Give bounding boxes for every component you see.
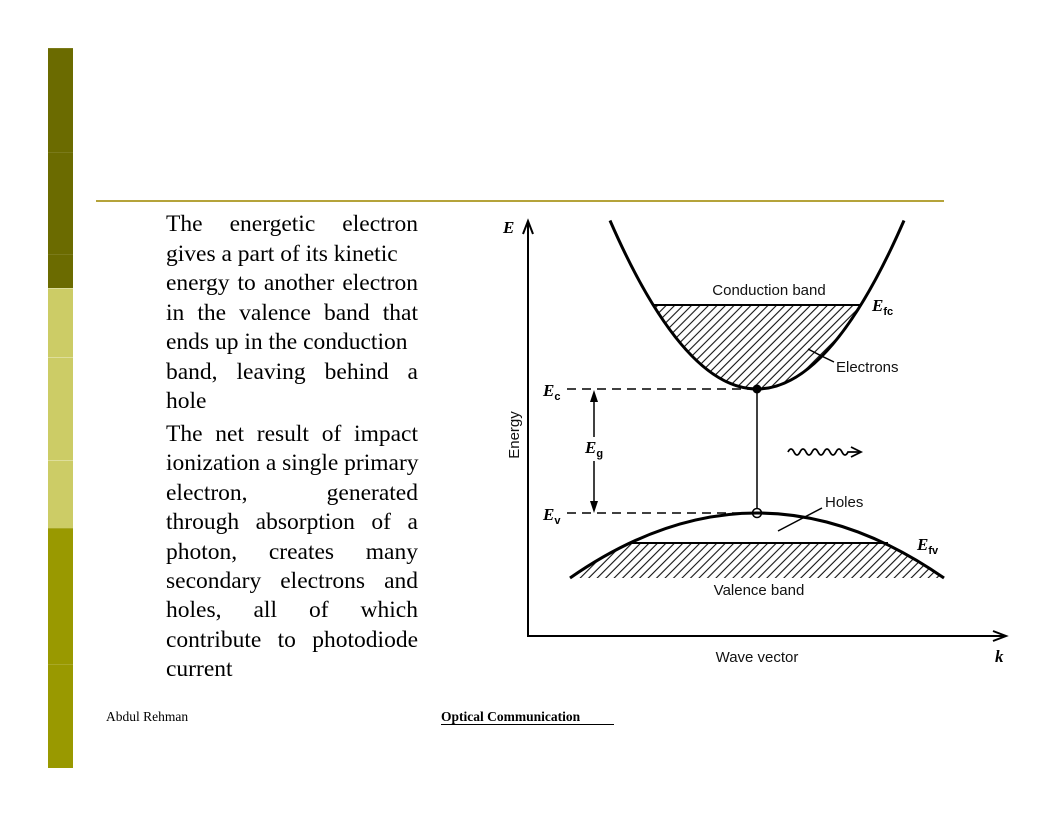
energy-axis-label: Energy xyxy=(506,411,523,459)
body-paragraph xyxy=(166,210,418,417)
body-line: ends up in the conduction xyxy=(166,329,408,355)
sidebar-segment xyxy=(48,288,73,357)
valence-fermi-level-label xyxy=(916,535,939,557)
sidebar-segment xyxy=(48,357,73,460)
electron-dot xyxy=(753,385,762,394)
body-line: current xyxy=(166,656,233,683)
sidebar-segment xyxy=(48,254,73,288)
body-line: contribute to photodiode xyxy=(166,626,418,653)
wave-vector-axis-label: Wave vector xyxy=(715,649,799,666)
body-line: through absorption of a xyxy=(166,509,418,536)
sidebar-accent-bar xyxy=(48,48,73,768)
sidebar-segment xyxy=(48,528,73,664)
energy-axis-symbol: E xyxy=(503,218,515,237)
body-line: energy to another electron xyxy=(166,270,418,296)
photon-wavy-arrow-icon xyxy=(788,449,860,455)
bandgap-arrowhead-down xyxy=(590,501,598,513)
sidebar-segment xyxy=(48,460,73,528)
valence-band-hatch xyxy=(570,543,944,578)
body-line: band, leaving behind a xyxy=(166,358,418,385)
conduction-band-label: Conduction band xyxy=(712,282,826,299)
valence-band-label: Valence band xyxy=(713,582,805,599)
body-line: hole xyxy=(166,388,207,414)
wave-vector-axis-symbol: k xyxy=(995,647,1004,666)
body-line: in the valence band that xyxy=(166,299,418,326)
level-subscript: fc xyxy=(883,306,894,318)
bandgap-arrowhead-up xyxy=(590,390,598,402)
level-symbol: E xyxy=(543,505,555,524)
energy-band-diagram xyxy=(490,205,1020,680)
body-line: electron, generated xyxy=(166,479,418,506)
level-symbol: E xyxy=(585,438,597,457)
footer-course-title xyxy=(441,710,614,725)
holes-label: Holes xyxy=(825,494,864,511)
body-line: The net result of impact xyxy=(166,421,418,447)
conduction-fermi-level-label xyxy=(871,296,893,318)
bandgap-label xyxy=(584,438,603,460)
sidebar-segment xyxy=(48,48,73,152)
conduction-edge-label xyxy=(542,381,560,403)
title-divider xyxy=(96,200,944,202)
level-symbol: E xyxy=(872,296,884,315)
level-symbol: E xyxy=(543,381,555,400)
level-subscript: fv xyxy=(928,545,939,557)
footer-author: Abdul Rehman xyxy=(106,709,189,724)
footer-course-text: Optical Communication xyxy=(441,709,581,724)
body-line: secondary electrons and xyxy=(166,567,418,594)
sidebar-segment xyxy=(48,664,73,768)
body-line: photon, creates many xyxy=(166,538,418,565)
valence-edge-label xyxy=(542,505,561,527)
level-symbol: E xyxy=(917,535,929,554)
body-line: ionization a single primary xyxy=(166,450,419,477)
electrons-label: Electrons xyxy=(836,359,899,376)
body-line: The energetic electron xyxy=(166,211,418,237)
body-line: gives a part of its kinetic xyxy=(166,240,398,267)
body-line: holes, all of which xyxy=(166,597,418,624)
level-subscript: v xyxy=(554,515,561,527)
level-subscript: c xyxy=(554,391,561,403)
level-subscript: g xyxy=(596,448,604,460)
body-paragraph xyxy=(166,420,418,685)
sidebar-segment xyxy=(48,152,73,254)
